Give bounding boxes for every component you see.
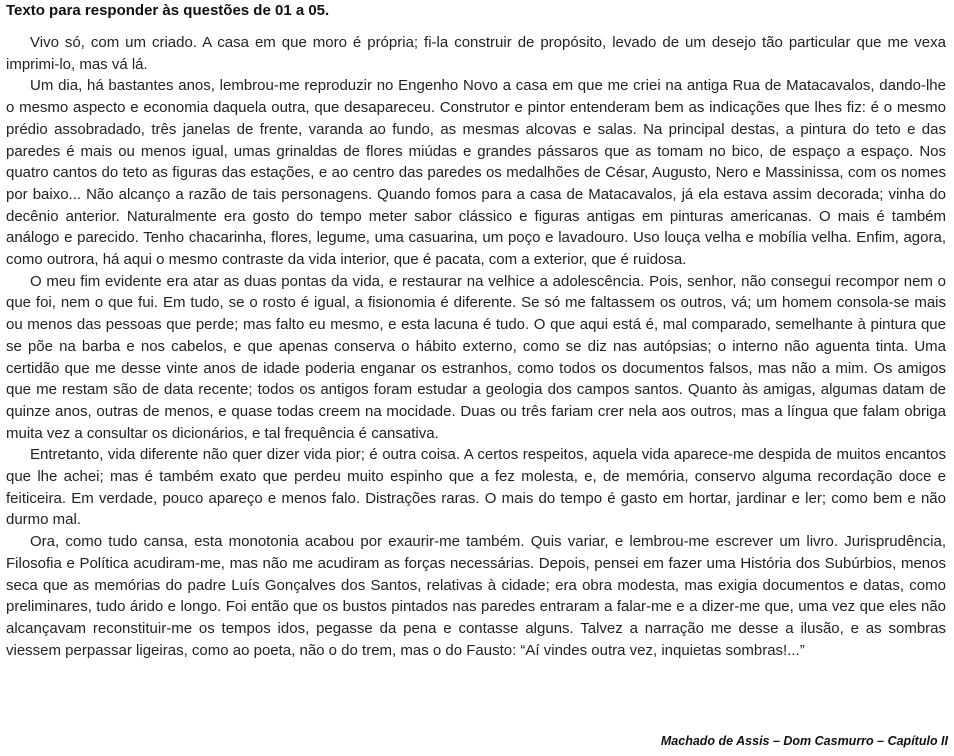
heading: Texto para responder às questões de 01 a 05.	[6, 2, 330, 19]
paragraph: Vivo só, com um criado. A casa em que moro é própria; fi-la construir de propósito, levado de um desejo tão particular que me vexa imprimi-lo, mas vá lá.	[6, 34, 946, 73]
paragraph: Ora, como tudo cansa, esta monotonia acabou por exaurir-me também. Quis variar, e lembrou-me escrever um livro. Jurisprudência, Filosofia e Política acudiram-me, mas não me acudiram as forças necessárias. Depois, pensei em fazer uma História dos Subúrbios, menos seca que as memórias do padre Luís Gonçalves dos Santos, relativas à cidade; era obra modesta, mas exigia documentos e datas, como preliminares, tudo árido e longo. Foi então que os bustos pintados nas paredes entraram a falar-me e a dizer-me que, uma vez que eles não alcançavam reconstituir-me os tempos idos, pegasse da pena e contasse alguns. Talvez a narração me desse a ilusão, e as sombras viessem perpassar ligeiras, como ao poeta, não o do trem, mas o do Fausto: “Aí vindes outra vez, inquietas sombras!...”	[6, 533, 946, 659]
source-citation: Machado de Assis – Dom Casmurro – Capítulo II	[660, 734, 948, 748]
paragraph: O meu fim evidente era atar as duas pontas da vida, e restaurar na velhice a adolescência. Pois, senhor, não consegui recompor nem o que foi, nem o que fui. Em tudo, se o rosto é igual, a fisionomia é diferente. Se só me faltassem os outros, vá; um homem consola-se mais ou menos das pessoas que perde; mas falto eu mesmo, e esta lacuna é tudo. O que aqui está é, mal comparado, semelhante à pintura que se põe na barba e nos cabelos, e que apenas conserva o hábito externo, como se diz nas autópsias; o interno não aguenta tinta. Uma certidão que me desse vinte anos de idade poderia enganar os estranhos, como todos os documentos falsos, mas não a mim. Os amigos que me restam são de data recente; todos os antigos foram estudar a geologia dos campos santos. Quanto às amigas, algumas datam de quinze anos, outras de menos, e quase todas creem na mocidade. Duas ou três fariam crer nela aos outros, mas a língua que falam obriga muita vez a consultar os dicionários, e tal frequência é cansativa.	[6, 272, 946, 442]
text-body	[6, 32, 946, 661]
paragraph: Um dia, há bastantes anos, lembrou-me reproduzir no Engenho Novo a casa em que me criei na antiga Rua de Matacavalos, dando-lhe o mesmo aspecto e economia daquela outra, que desapareceu. Construtor e pintor entenderam bem as indicações que lhes fiz: é o mesmo prédio assobradado, três janelas de frente, varanda ao fundo, as mesmas alcovas e salas. Na principal destas, a pintura do teto e das paredes é mais ou menos igual, umas grinaldas de flores miúdas e grandes pássaros que as tomam no bico, de espaço a espaço. Nos quatro cantos do teto as figuras das estações, e ao centro das paredes os medalhões de César, Augusto, Nero e Massinissa, com os nomes por baixo... Não alcanço a razão de tais personagens. Quando fomos para a casa de Matacavalos, já ela estava assim decorada; vinha do decênio anterior. Naturalmente era gosto do tempo meter sabor clássico e figuras antigas em pinturas americanas. O mais é também análogo e parecido. Tenho chacarinha, flores, legume, uma casuarina, um poço e lavadouro. Uso louça velha e mobília velha. Enfim, agora, como outrora, há aqui o mesmo contraste da vida interior, que é pacata, com a exterior, que é ruidosa.	[6, 77, 946, 269]
paragraph: Entretanto, vida diferente não quer dizer vida pior; é outra coisa. A certos respeitos, aquela vida aparece-me despida de muitos encantos que lhe achei; mas é também exato que perdeu muito espinho que a fez molesta, e, de memória, conservo alguma recordação doce e feiticeira. Em verdade, pouco apareço e menos falo. Distrações raras. O mais do tempo é gasto em hortar, jardinar e ler; como bem e não durmo mal.	[6, 446, 946, 529]
